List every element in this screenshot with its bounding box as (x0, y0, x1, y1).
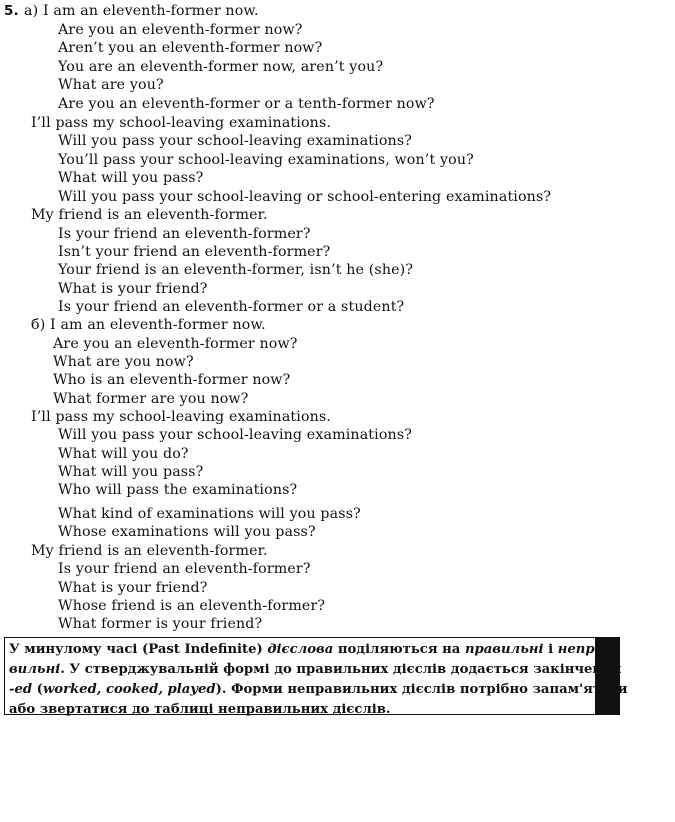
sentence-line: Is your friend an eleventh-former or a student? (58, 299, 405, 315)
rule-fragment: . У стверджувальній формі до правильних дієслів додається закінчення (60, 662, 622, 677)
sentence-line: Isn’t your friend an eleventh-former? (58, 244, 331, 260)
sentence-line: Are you an eleventh-former now? (53, 336, 298, 352)
sentence-line: Will you pass your school-leaving or school-entering examinations? (58, 189, 552, 205)
rule-fragment: поділяються на (333, 642, 465, 657)
sentence-line: What are you? (58, 77, 164, 93)
sentence-line: Will you pass your school-leaving examinations? (58, 133, 413, 149)
sentence-line: а) I am an eleventh-former now. (24, 3, 259, 19)
sentence-line: I’ll pass my school-leaving examinations. (31, 115, 332, 131)
rule-line-1 (9, 640, 609, 660)
rule-fragment-italic: worked, cooked, played (42, 682, 216, 697)
rule-fragment: ( (32, 682, 43, 697)
rule-line-3 (9, 680, 628, 700)
sentence-line: Aren’t you an eleventh-former now? (58, 40, 323, 56)
sentence-line: What kind of examinations will you pass? (58, 506, 361, 522)
sentence-line: What will you do? (58, 446, 189, 462)
rule-fragment: У минулому часі (Past Indefinite) (9, 642, 268, 657)
grammar-rule-box (4, 637, 628, 717)
sentence-line: What former are you now? (53, 391, 249, 407)
rule-fragment: і (543, 642, 558, 657)
rule-line-2 (9, 660, 622, 680)
rule-fragment-italic: вильні (9, 662, 61, 677)
sentence-line: You’ll pass your school-leaving examinations, won’t you? (58, 152, 474, 168)
rule-line-4: або звертатися до таблиці неправильних дієслів. (9, 702, 391, 717)
sentence-line: Whose friend is an eleventh-former? (58, 598, 326, 614)
sentence-line: What is your friend? (58, 580, 208, 596)
sentence-line: What former is your friend? (58, 616, 263, 632)
rule-fragment: ). Форми неправильних дієслів потрібно запам'ятати (215, 682, 628, 697)
grammar-rule-text (9, 640, 628, 720)
sentence-line: What is your friend? (58, 281, 208, 297)
sentence-line: What will you pass? (58, 170, 204, 186)
sentence-line: Is your friend an eleventh-former? (58, 561, 311, 577)
sentence-line: Your friend is an eleventh-former, isn’t he (she)? (58, 262, 414, 278)
sentence-line: Who will pass the examinations? (58, 482, 298, 498)
sentence-line: Are you an eleventh-former now? (58, 22, 303, 38)
sentence-line: Whose examinations will you pass? (58, 524, 316, 540)
exercise-number: 5. (4, 3, 19, 19)
sentence-line: My friend is an eleventh-former. (31, 543, 268, 559)
sentence-line: You are an eleventh-former now, aren’t you? (58, 59, 384, 75)
sentence-line: What will you pass? (58, 464, 204, 480)
sentence-line: I’ll pass my school-leaving examinations. (31, 409, 332, 425)
sentence-line: What are you now? (53, 354, 194, 370)
sentence-line: Are you an eleventh-former or a tenth-former now? (58, 96, 435, 112)
sentence-line: б) I am an eleventh-former now. (31, 317, 266, 333)
rule-fragment-italic: правильні (464, 642, 544, 657)
sentence-line: Will you pass your school-leaving examinations? (58, 427, 413, 443)
sentence-line: My friend is an eleventh-former. (31, 207, 268, 223)
rule-fragment-italic: непра- (557, 642, 609, 657)
sentence-line: Who is an eleventh-former now? (53, 372, 291, 388)
sentence-line: Is your friend an eleventh-former? (58, 226, 311, 242)
rule-fragment-italic: дієслова (267, 642, 334, 657)
rule-fragment-italic: -ed (9, 682, 33, 697)
